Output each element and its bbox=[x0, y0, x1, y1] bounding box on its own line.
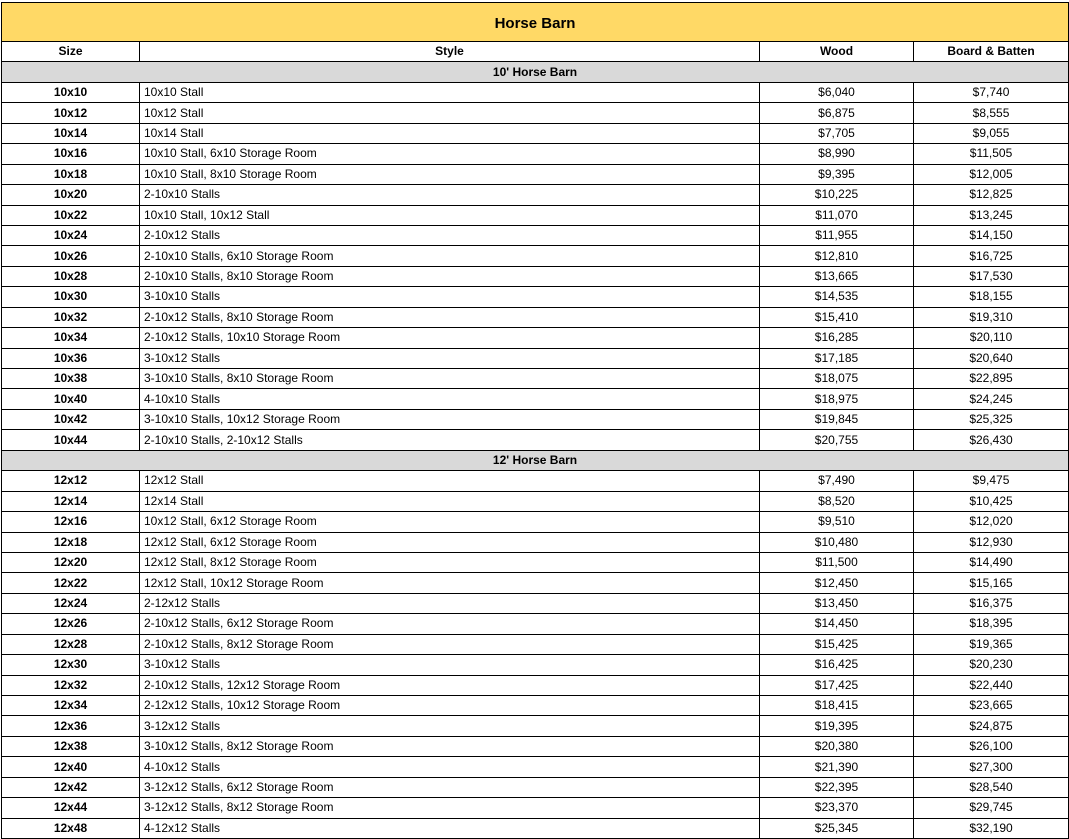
board-batten-price-cell: $14,490 bbox=[914, 552, 1069, 572]
style-cell: 3-10x10 Stalls, 8x10 Storage Room bbox=[140, 369, 760, 389]
wood-price-cell: $13,450 bbox=[760, 593, 914, 613]
board-batten-price-cell: $11,505 bbox=[914, 144, 1069, 164]
style-cell: 2-10x10 Stalls bbox=[140, 185, 760, 205]
board-batten-price-cell: $26,430 bbox=[914, 430, 1069, 450]
board-batten-price-cell: $20,230 bbox=[914, 655, 1069, 675]
board-batten-price-cell: $19,365 bbox=[914, 634, 1069, 654]
board-batten-price-cell: $7,740 bbox=[914, 82, 1069, 102]
size-cell: 10x30 bbox=[2, 287, 140, 307]
board-batten-price-cell: $17,530 bbox=[914, 266, 1069, 286]
style-cell: 3-12x12 Stalls bbox=[140, 716, 760, 736]
table-row bbox=[2, 614, 1069, 634]
style-cell: 4-10x10 Stalls bbox=[140, 389, 760, 409]
table-row bbox=[2, 716, 1069, 736]
board-batten-price-cell: $14,150 bbox=[914, 225, 1069, 245]
size-cell: 12x24 bbox=[2, 593, 140, 613]
table-row bbox=[2, 103, 1069, 123]
wood-price-cell: $7,705 bbox=[760, 123, 914, 143]
board-batten-price-cell: $9,055 bbox=[914, 123, 1069, 143]
style-cell: 3-12x12 Stalls, 6x12 Storage Room bbox=[140, 777, 760, 797]
size-cell: 12x22 bbox=[2, 573, 140, 593]
table-row bbox=[2, 287, 1069, 307]
style-cell: 2-10x12 Stalls, 10x10 Storage Room bbox=[140, 328, 760, 348]
table-row bbox=[2, 491, 1069, 511]
size-cell: 10x20 bbox=[2, 185, 140, 205]
table-row bbox=[2, 471, 1069, 491]
table-row bbox=[2, 185, 1069, 205]
wood-price-cell: $17,425 bbox=[760, 675, 914, 695]
size-cell: 10x24 bbox=[2, 225, 140, 245]
board-batten-price-cell: $12,930 bbox=[914, 532, 1069, 552]
style-cell: 4-12x12 Stalls bbox=[140, 818, 760, 838]
size-cell: 12x26 bbox=[2, 614, 140, 634]
board-batten-price-cell: $12,005 bbox=[914, 164, 1069, 184]
style-cell: 10x10 Stall, 6x10 Storage Room bbox=[140, 144, 760, 164]
section-row bbox=[2, 450, 1069, 470]
table-row bbox=[2, 225, 1069, 245]
wood-price-cell: $6,875 bbox=[760, 103, 914, 123]
board-batten-price-cell: $32,190 bbox=[914, 818, 1069, 838]
board-batten-price-cell: $29,745 bbox=[914, 798, 1069, 818]
size-cell: 10x10 bbox=[2, 82, 140, 102]
board-batten-price-cell: $19,310 bbox=[914, 307, 1069, 327]
wood-price-cell: $15,410 bbox=[760, 307, 914, 327]
table-row bbox=[2, 736, 1069, 756]
style-cell: 12x12 Stall, 6x12 Storage Room bbox=[140, 532, 760, 552]
board-batten-price-cell: $26,100 bbox=[914, 736, 1069, 756]
wood-price-cell: $21,390 bbox=[760, 757, 914, 777]
size-cell: 12x30 bbox=[2, 655, 140, 675]
table-row bbox=[2, 246, 1069, 266]
size-cell: 12x40 bbox=[2, 757, 140, 777]
table-row bbox=[2, 164, 1069, 184]
table-row bbox=[2, 430, 1069, 450]
wood-price-cell: $10,480 bbox=[760, 532, 914, 552]
size-cell: 12x36 bbox=[2, 716, 140, 736]
wood-price-cell: $15,425 bbox=[760, 634, 914, 654]
table-row bbox=[2, 266, 1069, 286]
size-cell: 10x38 bbox=[2, 369, 140, 389]
size-cell: 10x18 bbox=[2, 164, 140, 184]
style-cell: 2-10x10 Stalls, 6x10 Storage Room bbox=[140, 246, 760, 266]
style-cell: 2-10x10 Stalls, 8x10 Storage Room bbox=[140, 266, 760, 286]
board-batten-price-cell: $8,555 bbox=[914, 103, 1069, 123]
wood-price-cell: $7,490 bbox=[760, 471, 914, 491]
size-cell: 12x12 bbox=[2, 471, 140, 491]
wood-price-cell: $9,510 bbox=[760, 512, 914, 532]
table-body bbox=[2, 62, 1069, 839]
style-cell: 2-10x12 Stalls bbox=[140, 225, 760, 245]
board-batten-price-cell: $23,665 bbox=[914, 696, 1069, 716]
size-cell: 12x28 bbox=[2, 634, 140, 654]
board-batten-price-cell: $20,110 bbox=[914, 328, 1069, 348]
style-cell: 3-10x10 Stalls bbox=[140, 287, 760, 307]
board-batten-price-cell: $12,020 bbox=[914, 512, 1069, 532]
section-label: 12' Horse Barn bbox=[2, 450, 1069, 470]
wood-price-cell: $12,450 bbox=[760, 573, 914, 593]
size-cell: 10x22 bbox=[2, 205, 140, 225]
style-cell: 2-10x10 Stalls, 2-10x12 Stalls bbox=[140, 430, 760, 450]
wood-price-cell: $16,425 bbox=[760, 655, 914, 675]
size-cell: 10x36 bbox=[2, 348, 140, 368]
board-batten-price-cell: $15,165 bbox=[914, 573, 1069, 593]
wood-price-cell: $18,415 bbox=[760, 696, 914, 716]
wood-price-cell: $11,070 bbox=[760, 205, 914, 225]
table-row bbox=[2, 348, 1069, 368]
wood-price-cell: $23,370 bbox=[760, 798, 914, 818]
table-row bbox=[2, 205, 1069, 225]
style-cell: 10x12 Stall bbox=[140, 103, 760, 123]
header-wood: Wood bbox=[760, 42, 914, 62]
style-cell: 10x10 Stall bbox=[140, 82, 760, 102]
table-row bbox=[2, 512, 1069, 532]
title-row bbox=[2, 3, 1069, 42]
table-row bbox=[2, 82, 1069, 102]
board-batten-price-cell: $22,440 bbox=[914, 675, 1069, 695]
size-cell: 12x48 bbox=[2, 818, 140, 838]
table-row bbox=[2, 144, 1069, 164]
style-cell: 2-12x12 Stalls bbox=[140, 593, 760, 613]
table-row bbox=[2, 696, 1069, 716]
header-style: Style bbox=[140, 42, 760, 62]
style-cell: 3-12x12 Stalls, 8x12 Storage Room bbox=[140, 798, 760, 818]
size-cell: 10x44 bbox=[2, 430, 140, 450]
wood-price-cell: $25,345 bbox=[760, 818, 914, 838]
wood-price-cell: $22,395 bbox=[760, 777, 914, 797]
wood-price-cell: $16,285 bbox=[760, 328, 914, 348]
size-cell: 10x26 bbox=[2, 246, 140, 266]
style-cell: 2-10x12 Stalls, 6x12 Storage Room bbox=[140, 614, 760, 634]
style-cell: 4-10x12 Stalls bbox=[140, 757, 760, 777]
wood-price-cell: $12,810 bbox=[760, 246, 914, 266]
table-row bbox=[2, 573, 1069, 593]
wood-price-cell: $18,075 bbox=[760, 369, 914, 389]
table-row bbox=[2, 634, 1069, 654]
price-table bbox=[1, 2, 1069, 839]
header-board-batten: Board & Batten bbox=[914, 42, 1069, 62]
board-batten-price-cell: $13,245 bbox=[914, 205, 1069, 225]
table-row bbox=[2, 369, 1069, 389]
board-batten-price-cell: $22,895 bbox=[914, 369, 1069, 389]
size-cell: 12x18 bbox=[2, 532, 140, 552]
wood-price-cell: $8,520 bbox=[760, 491, 914, 511]
table-row bbox=[2, 757, 1069, 777]
header-size: Size bbox=[2, 42, 140, 62]
table-row bbox=[2, 593, 1069, 613]
section-row bbox=[2, 62, 1069, 82]
size-cell: 12x14 bbox=[2, 491, 140, 511]
size-cell: 12x38 bbox=[2, 736, 140, 756]
wood-price-cell: $14,535 bbox=[760, 287, 914, 307]
board-batten-price-cell: $28,540 bbox=[914, 777, 1069, 797]
size-cell: 10x16 bbox=[2, 144, 140, 164]
board-batten-price-cell: $27,300 bbox=[914, 757, 1069, 777]
style-cell: 12x12 Stall, 8x12 Storage Room bbox=[140, 552, 760, 572]
size-cell: 10x34 bbox=[2, 328, 140, 348]
table-row bbox=[2, 123, 1069, 143]
wood-price-cell: $6,040 bbox=[760, 82, 914, 102]
wood-price-cell: $11,955 bbox=[760, 225, 914, 245]
style-cell: 2-10x12 Stalls, 8x12 Storage Room bbox=[140, 634, 760, 654]
style-cell: 2-12x12 Stalls, 10x12 Storage Room bbox=[140, 696, 760, 716]
board-batten-price-cell: $9,475 bbox=[914, 471, 1069, 491]
table-row bbox=[2, 532, 1069, 552]
table-title: Horse Barn bbox=[2, 3, 1069, 42]
board-batten-price-cell: $16,725 bbox=[914, 246, 1069, 266]
size-cell: 10x12 bbox=[2, 103, 140, 123]
size-cell: 12x32 bbox=[2, 675, 140, 695]
style-cell: 3-10x12 Stalls, 8x12 Storage Room bbox=[140, 736, 760, 756]
board-batten-price-cell: $24,245 bbox=[914, 389, 1069, 409]
section-label: 10' Horse Barn bbox=[2, 62, 1069, 82]
wood-price-cell: $10,225 bbox=[760, 185, 914, 205]
style-cell: 2-10x12 Stalls, 12x12 Storage Room bbox=[140, 675, 760, 695]
size-cell: 12x42 bbox=[2, 777, 140, 797]
board-batten-price-cell: $25,325 bbox=[914, 409, 1069, 429]
size-cell: 10x42 bbox=[2, 409, 140, 429]
wood-price-cell: $14,450 bbox=[760, 614, 914, 634]
table-row bbox=[2, 655, 1069, 675]
style-cell: 12x14 Stall bbox=[140, 491, 760, 511]
table-row bbox=[2, 798, 1069, 818]
size-cell: 12x16 bbox=[2, 512, 140, 532]
size-cell: 10x28 bbox=[2, 266, 140, 286]
board-batten-price-cell: $10,425 bbox=[914, 491, 1069, 511]
style-cell: 12x12 Stall bbox=[140, 471, 760, 491]
table-row bbox=[2, 818, 1069, 838]
style-cell: 3-10x10 Stalls, 10x12 Storage Room bbox=[140, 409, 760, 429]
wood-price-cell: $9,395 bbox=[760, 164, 914, 184]
size-cell: 10x14 bbox=[2, 123, 140, 143]
style-cell: 12x12 Stall, 10x12 Storage Room bbox=[140, 573, 760, 593]
wood-price-cell: $20,755 bbox=[760, 430, 914, 450]
wood-price-cell: $13,665 bbox=[760, 266, 914, 286]
table-row bbox=[2, 389, 1069, 409]
board-batten-price-cell: $16,375 bbox=[914, 593, 1069, 613]
board-batten-price-cell: $24,875 bbox=[914, 716, 1069, 736]
wood-price-cell: $18,975 bbox=[760, 389, 914, 409]
style-cell: 10x14 Stall bbox=[140, 123, 760, 143]
wood-price-cell: $17,185 bbox=[760, 348, 914, 368]
wood-price-cell: $19,845 bbox=[760, 409, 914, 429]
table-row bbox=[2, 675, 1069, 695]
style-cell: 3-10x12 Stalls bbox=[140, 348, 760, 368]
table-row bbox=[2, 777, 1069, 797]
style-cell: 3-10x12 Stalls bbox=[140, 655, 760, 675]
size-cell: 10x40 bbox=[2, 389, 140, 409]
wood-price-cell: $11,500 bbox=[760, 552, 914, 572]
board-batten-price-cell: $12,825 bbox=[914, 185, 1069, 205]
board-batten-price-cell: $18,155 bbox=[914, 287, 1069, 307]
size-cell: 12x20 bbox=[2, 552, 140, 572]
table-row bbox=[2, 552, 1069, 572]
size-cell: 10x32 bbox=[2, 307, 140, 327]
board-batten-price-cell: $18,395 bbox=[914, 614, 1069, 634]
size-cell: 12x44 bbox=[2, 798, 140, 818]
table-row bbox=[2, 307, 1069, 327]
style-cell: 10x10 Stall, 8x10 Storage Room bbox=[140, 164, 760, 184]
style-cell: 10x10 Stall, 10x12 Stall bbox=[140, 205, 760, 225]
size-cell: 12x34 bbox=[2, 696, 140, 716]
style-cell: 2-10x12 Stalls, 8x10 Storage Room bbox=[140, 307, 760, 327]
table-row bbox=[2, 409, 1069, 429]
style-cell: 10x12 Stall, 6x12 Storage Room bbox=[140, 512, 760, 532]
wood-price-cell: $20,380 bbox=[760, 736, 914, 756]
table-row bbox=[2, 328, 1069, 348]
header-row bbox=[2, 42, 1069, 62]
board-batten-price-cell: $20,640 bbox=[914, 348, 1069, 368]
wood-price-cell: $19,395 bbox=[760, 716, 914, 736]
wood-price-cell: $8,990 bbox=[760, 144, 914, 164]
